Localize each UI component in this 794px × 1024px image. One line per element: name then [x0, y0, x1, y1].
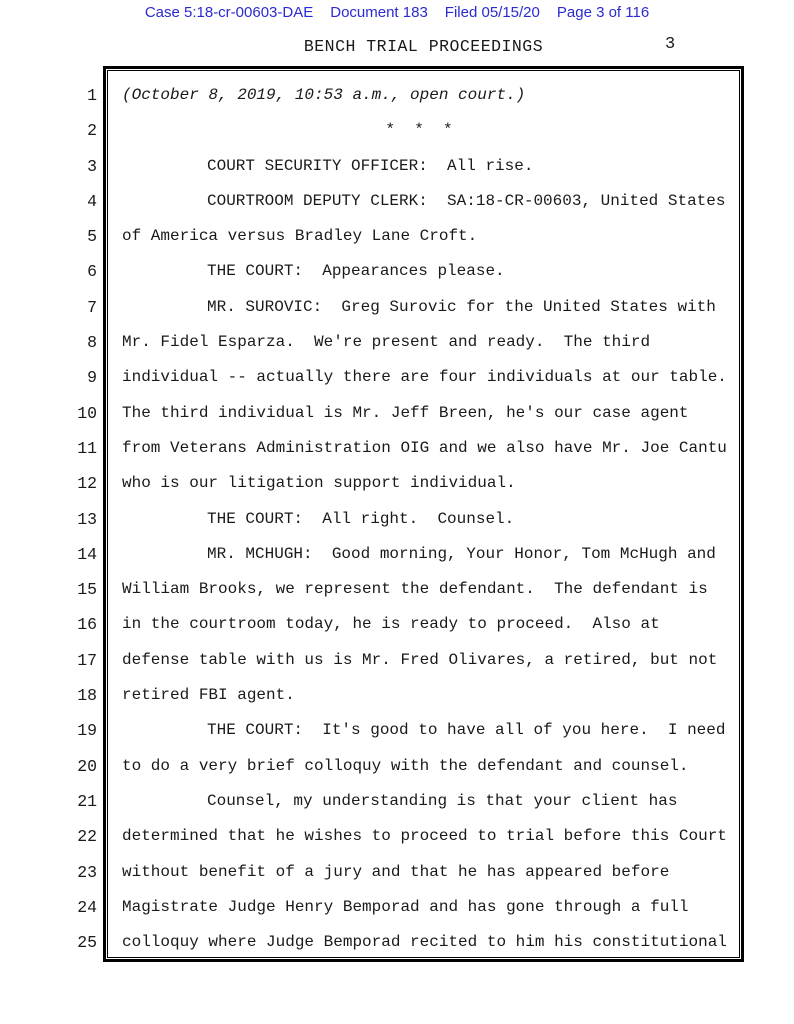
stamp-document-number: Document 183	[330, 4, 428, 21]
transcript-line: MR. MCHUGH: Good morning, Your Honor, Tom McHugh and	[207, 544, 716, 563]
line-number: 19	[77, 721, 97, 741]
line-number: 4	[87, 191, 97, 211]
transcript-line: William Brooks, we represent the defendant. The defendant is	[122, 580, 708, 599]
transcript-line: THE COURT: It's good to have all of you here. I need	[207, 721, 726, 740]
line-number: 11	[77, 438, 97, 458]
line-number: 14	[77, 544, 97, 564]
proceedings-title: BENCH TRIAL PROCEEDINGS	[303, 37, 544, 56]
transcript-line: Counsel, my understanding is that your client has	[207, 791, 678, 810]
transcript-line: The third individual is Mr. Jeff Breen, he's our case agent	[122, 403, 689, 422]
line-number: 17	[77, 650, 97, 670]
transcript-line: THE COURT: All right. Counsel.	[207, 509, 515, 528]
line-number: 12	[77, 474, 97, 494]
transcript-line: COURTROOM DEPUTY CLERK: SA:18-CR-00603, United States	[207, 191, 726, 210]
transcript-line: of America versus Bradley Lane Croft.	[122, 227, 478, 246]
transcript-line: COURT SECURITY OFFICER: All rise.	[207, 156, 534, 175]
transcript-page-number: 3	[665, 35, 676, 54]
line-number-column	[0, 78, 97, 960]
transcript-line: individual -- actually there are four individuals at our table.	[122, 368, 727, 387]
stamp-case-number: Case 5:18-cr-00603-DAE	[144, 4, 314, 21]
line-number: 2	[87, 121, 97, 141]
transcript-line: without benefit of a jury and that he has appeared before	[122, 862, 670, 881]
transcript-line: (October 8, 2019, 10:53 a.m., open court.)	[122, 86, 526, 104]
transcript-line: defense table with us is Mr. Fred Olivares, a retired, but not	[122, 650, 718, 669]
line-number: 5	[87, 227, 97, 247]
line-number: 8	[87, 333, 97, 353]
case-stamp	[0, 4, 794, 22]
line-number: 23	[77, 862, 97, 882]
line-number: 15	[77, 580, 97, 600]
transcript-body	[122, 78, 736, 960]
transcript-line: colloquy where Judge Bemporad recited to him his constitutional	[122, 933, 727, 952]
line-number: 6	[87, 262, 97, 282]
transcript-line: from Veterans Administration OIG and we also have Mr. Joe Cantu	[122, 438, 727, 457]
transcript-line: MR. SUROVIC: Greg Surovic for the United States with	[207, 297, 716, 316]
line-number: 9	[87, 368, 97, 388]
transcript-line: * * *	[385, 121, 453, 140]
transcript-line: to do a very brief colloquy with the defendant and counsel.	[122, 756, 689, 775]
transcript-line: THE COURT: Appearances please.	[207, 262, 505, 281]
line-number: 16	[77, 615, 97, 635]
transcript-line: retired FBI agent.	[122, 686, 295, 705]
line-number: 3	[87, 156, 97, 176]
stamp-filed-date: Filed 05/15/20	[444, 4, 540, 21]
transcript-line: Mr. Fidel Esparza. We're present and ready. The third	[122, 333, 651, 352]
line-number: 20	[77, 756, 97, 776]
line-number: 1	[87, 86, 97, 105]
line-number: 22	[77, 827, 97, 847]
line-number: 13	[77, 509, 97, 529]
line-number: 24	[77, 897, 97, 917]
stamp-page-of: Page 3 of 116	[556, 4, 650, 21]
transcript-line: who is our litigation support individual.	[122, 474, 516, 493]
line-number: 18	[77, 686, 97, 706]
transcript-line: in the courtroom today, he is ready to proceed. Also at	[122, 615, 660, 634]
transcript-line: Magistrate Judge Henry Bemporad and has gone through a full	[122, 897, 689, 916]
line-number: 7	[87, 297, 97, 317]
transcript-line: determined that he wishes to proceed to trial before this Court	[122, 827, 727, 846]
line-number: 25	[77, 933, 97, 953]
line-number: 10	[77, 403, 97, 423]
line-number: 21	[77, 791, 97, 811]
